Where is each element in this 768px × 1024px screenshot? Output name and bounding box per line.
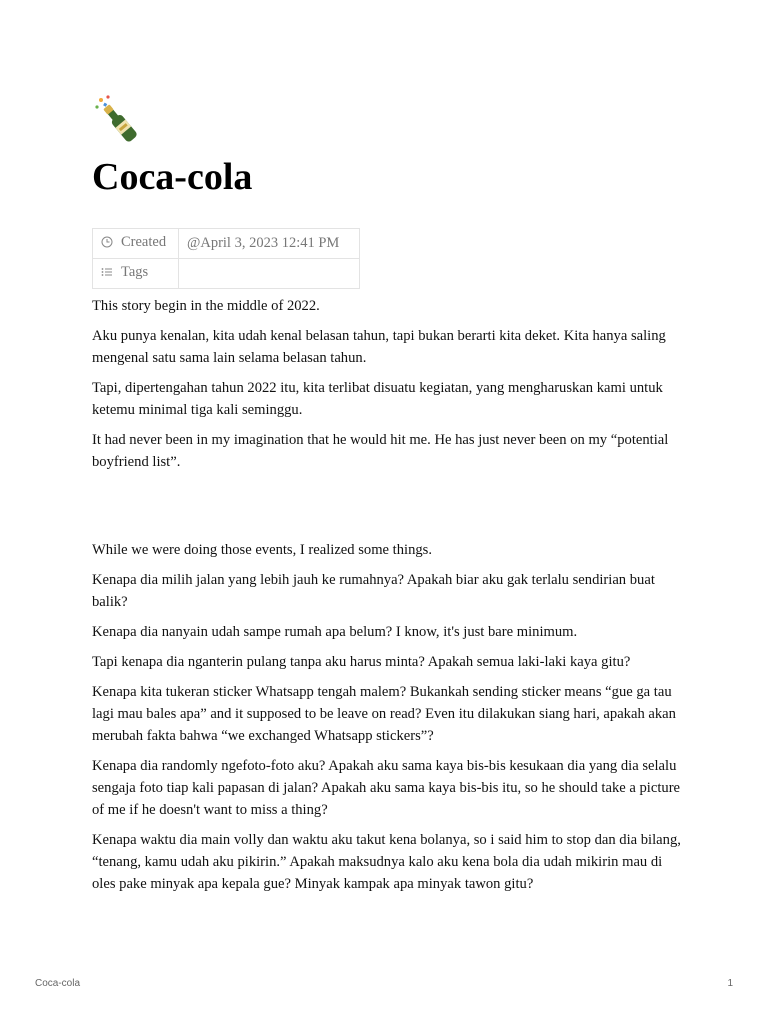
clock-icon	[101, 236, 115, 253]
property-row-created[interactable]	[93, 229, 360, 259]
footer-page-number: 1	[727, 978, 733, 989]
paragraph: Tapi, dipertengahan tahun 2022 itu, kita terlibat disuatu kegiatan, yang mengharuskan kami untuk ketemu minimal tiga kali seminggu.	[92, 380, 663, 418]
property-value-tags[interactable]	[179, 259, 360, 289]
paragraph: This story begin in the middle of 2022.	[92, 298, 320, 314]
paragraph: It had never been in my imagination that he would hit me. He has just never been on my “potential boyfriend list”.	[92, 432, 669, 470]
paragraph: Kenapa waktu dia main volly dan waktu aku takut kena bolanya, so i said him to stop dan dia bilang, “tenang, kamu udah aku pikirin.” Apakah maksudnya kalo aku kena bola dia udah mikirin mau di oles pake minyak apa kepala gue? Minyak kampak apa minyak tawon gitu?	[92, 832, 681, 892]
empty-block	[92, 481, 682, 539]
paragraph: Kenapa kita tukeran sticker Whatsapp tengah malem? Bukankah sending sticker means “gue ga tau lagi mau bales apa” and it supposed to be leave on read? Even itu dilakukan siang hari, apakah akan merubah fakta bahwa “we exchanged Whatsapp stickers”?	[92, 684, 676, 744]
property-key	[93, 259, 179, 289]
page-body	[92, 295, 682, 903]
properties-table	[92, 228, 360, 289]
paragraph: While we were doing those events, I realized some things.	[92, 542, 433, 558]
paragraph: Kenapa dia milih jalan yang lebih jauh ke rumahnya? Apakah biar aku gak terlalu sendirian buat balik?	[92, 572, 655, 610]
champagne-bottle-icon	[92, 94, 148, 150]
paragraph: Kenapa dia nanyain udah sampe rumah apa belum? I know, it's just bare minimum.	[92, 624, 578, 640]
property-key	[93, 229, 179, 259]
paragraph: Aku punya kenalan, kita udah kenal belasan tahun, tapi bukan berarti kita deket. Kita hanya saling mengenal satu sama lain selama belasan tahun.	[92, 328, 666, 366]
paragraph: Tapi kenapa dia nganterin pulang tanpa aku harus minta? Apakah semua laki-laki kaya gitu?	[92, 654, 631, 670]
list-icon	[101, 266, 115, 283]
paragraph: Kenapa dia randomly ngefoto-foto aku? Apakah aku sama kaya bis-bis kesukaan dia yang dia selalu sengaja foto tiap kali papasan di jalan? Apakah aku sama kaya bis-bis itu, so he should take a picture of me if he doesn't want to miss a thing?	[92, 758, 681, 818]
property-row-tags[interactable]	[93, 259, 360, 289]
property-label: Tags	[121, 264, 149, 280]
property-label: Created	[121, 234, 167, 250]
footer-doc-title: Coca-cola	[35, 978, 81, 989]
page-title: Coca-cola	[92, 156, 253, 198]
property-value-created: @April 3, 2023 12:41 PM	[179, 229, 360, 259]
